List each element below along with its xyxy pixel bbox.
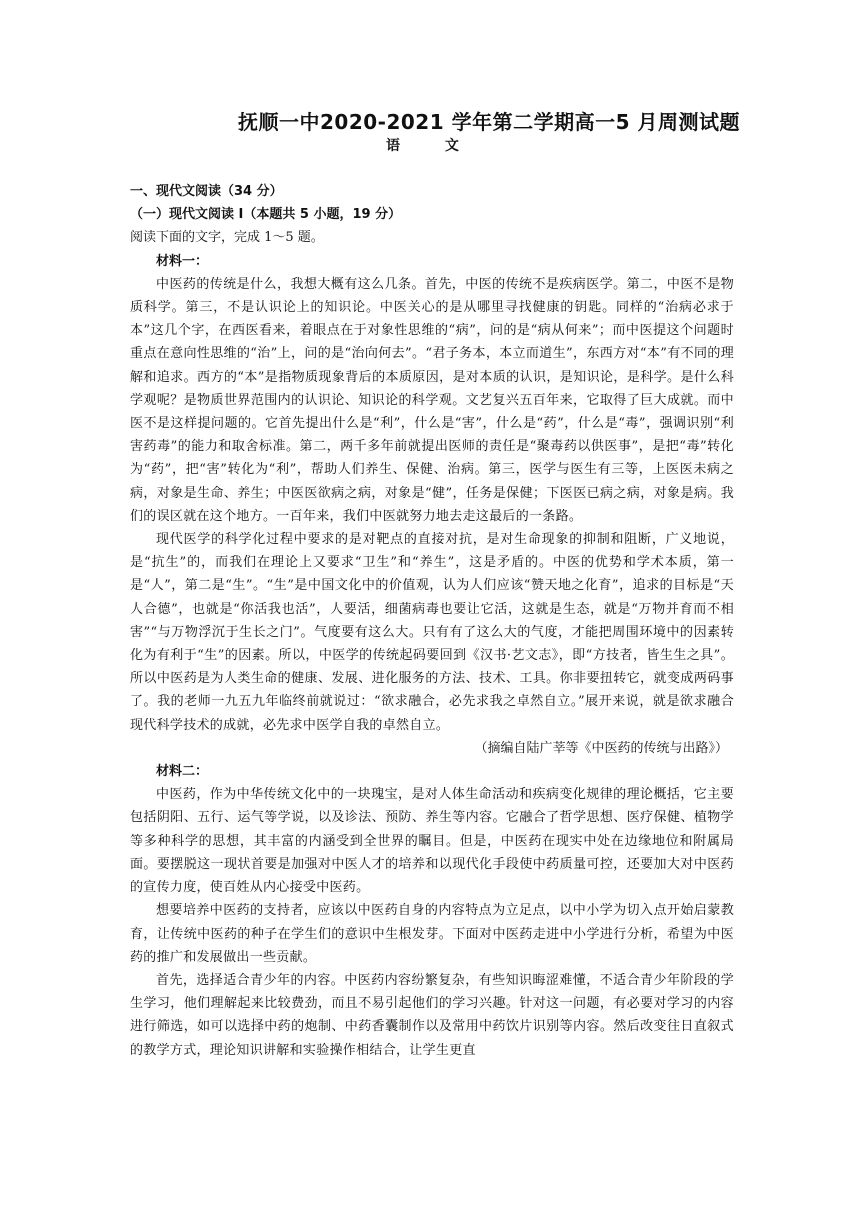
section-heading: 一、现代文阅读（34 分） — [130, 184, 283, 199]
part-heading: （一）现代文阅读 I（本题共 5 小题，19 分） — [130, 207, 402, 223]
material-2-paragraph-1: 中医药，作为中华传统文化中的一块瑰宝，是对人体生命活动和疾病变化规律的理论概括，它主要包括阴阳、五行、运气等学说，以及诊法、预防、养生等内容。它融合了哲学思想、医疗保健、植物学等多种科学的思想，其丰富的内涵受到全世界的瞩目。但是，中医药在现实中处在边缘地位和附属局面。要摆脱这一现状首要是加强对中医人才的培养和以现代化手段使中药质量可控，还要加大对中医药的宣传力度，使百姓从内心接受中医药。 — [130, 787, 734, 896]
material-2-paragraph-2: 想要培养中医药的支持者，应该以中医药自身的内容特点为立足点，以中小学为切入点开始启蒙教育，让传统中医药的种子在学生们的意识中生根发芽。下面对中医药走进中小学进行分析，希望为中医药的推广和发展做出一些贡献。 — [130, 903, 734, 965]
material-2-label: 材料二： — [156, 764, 209, 780]
material-1-paragraph-1: 中医药的传统是什么，我想大概有这么几条。首先，中医的传统不是疾病医学。第二，中医不是物质科学。第三，不是认识论上的知识论。中医关心的是从哪里寻找健康的钥匙。同样的“治病必求于本”这几个字，在西医看来，着眼点在于对象性思维的“病”，问的是“病从何来”；而中医提这个问题时重点在意向性思维的“治”上，问的是“治向何去”。“君子务本，本立而道生”，东西方对“本”有不同的理解和追求。西方的“本”是指物质现象背后的本质原因，是对本质的认识，是知识论，是科学。是什么科学观呢？是物质世界范围内的认识论、知识论的科学观。文艺复兴五百年来，它取得了巨大成就。而中医不是这样提问题的。它首先提出什么是“利”，什么是“害”，什么是“药”，什么是“毒”，强调识别“利害药毒”的能力和取舍标准。第二，两千多年前就提出医师的责任是“聚毒药以供医事”，是把“毒”转化为“药”，把“害”转化为“利”，帮助人们养生、保健、治病。第三，医学与医生有三等，上医医未病之病，对象是生命、养生；中医医欲病之病，对象是“健”，任务是保健；下医医已病之病，对象是病。我们的误区就在这个地方。一百年来，我们中医就努力地去走这最后的一条路。 — [130, 276, 734, 524]
material-2-paragraph-3: 首先，选择适合青少年的内容。中医药内容纷繁复杂，有些知识晦涩难懂，不适合青少年阶段的学生学习，他们理解起来比较费劲，而且不易引起他们的学习兴趣。针对这一问题，有必要对学习的内容进行筛选，如可以选择中药的炮制、中药香囊制作以及常用中药饮片识别等内容。然后改变往日直叙式的教学方式，理论知识讲解和实验操作相结合，让学生更直 — [130, 972, 734, 1058]
document-body — [130, 180, 734, 1062]
subject-label: 语 文 — [386, 138, 459, 154]
material-1-label: 材料一： — [156, 253, 209, 269]
material-1-source: （摘编自陆广莘等《中医药的传统与出路》） — [474, 740, 728, 756]
exam-title: 抚顺一中2020-2021 学年第二学期高一5 月周测试题 — [238, 110, 740, 134]
material-1-paragraph-2: 现代医学的科学化过程中要求的是对靶点的直接对抗，是对生命现象的抑制和阻断，广义地说，是“抗生”的，而我们在理论上又要求“卫生”和“养生”，这是矛盾的。中医的优势和学术本质，第一是“人”，第二是“生”。“生”是中国文化中的价值观，认为人们应该“赞天地之化育”，追求的目标是“天人合德”，也就是“你活我也活”，人要活，细菌病毒也要让它活，这就是生态，就是“万物并育而不相害”“与万物浮沉于生长之门”。气度要有这么大。只有有了这么大的气度，才能把周围环境中的因素转化为有利于“生”的因素。所以，中医学的传统起码要回到《汉书·艺文志》，即“方技者，皆生生之具”。所以中医药是为人类生命的健康、发展、进化服务的方法、技术、工具。你非要扭转它，就变成两码事了。我的老师一九五九年临终前就说过：“欲求融合，必先求我之卓然自立。”展开来说，就是欲求融合现代科学技术的成就，必先求中医学自我的卓然自立。 — [130, 532, 734, 733]
reading-instruction: 阅读下面的文字，完成 1～5 题。 — [130, 230, 324, 246]
